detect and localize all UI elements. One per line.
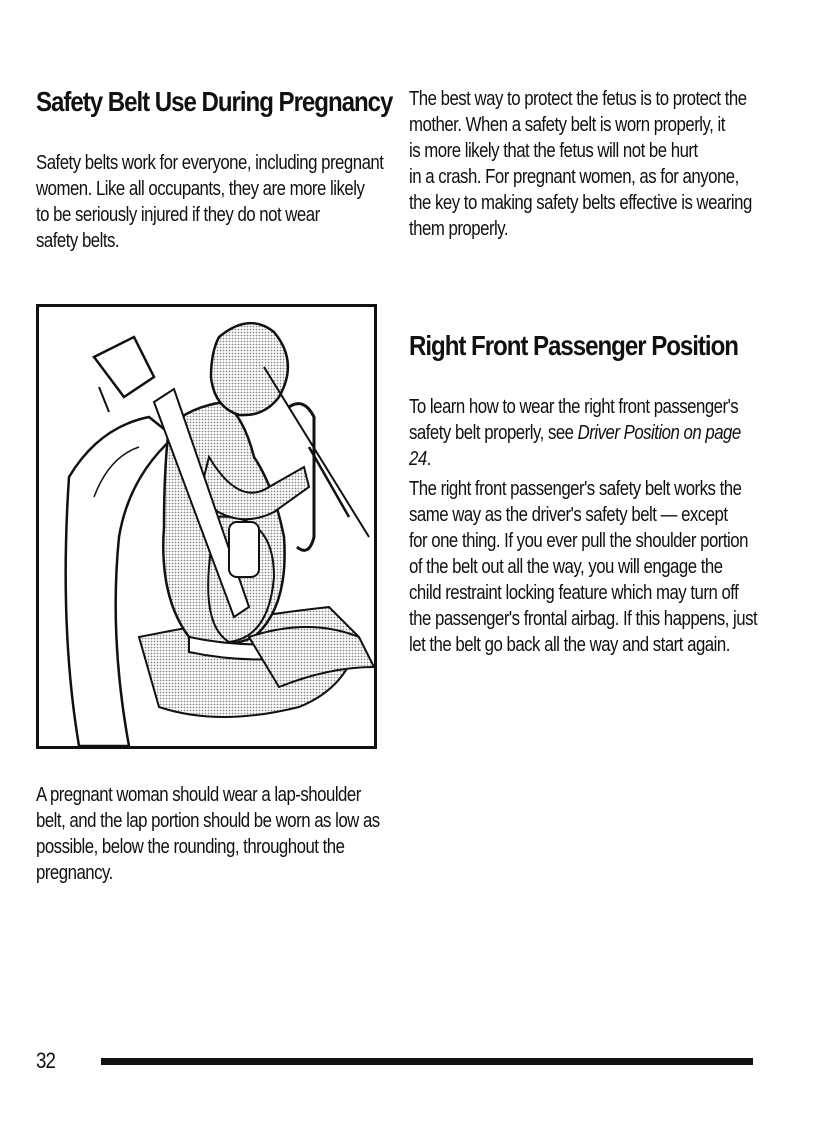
pregnancy-intro-paragraph (36, 150, 386, 254)
text-line: of the belt out all the way, you will engage the (409, 556, 723, 578)
text-line: To learn how to wear the right front passenger's (409, 396, 739, 418)
page-number: 32 (36, 1048, 56, 1073)
text-line: is more likely that the fetus will not be hurt (409, 140, 698, 162)
text-punct: . (426, 448, 431, 470)
lap-belt-paragraph (36, 782, 386, 886)
text-line: let the belt go back all the way and start again. (409, 634, 730, 656)
text-line: women. Like all occupants, they are more likely (36, 178, 365, 200)
text-line: mother. When a safety belt is worn properly, it (409, 114, 725, 136)
text-line: for one thing. If you ever pull the shoulder portion (409, 530, 748, 552)
text-line: A pregnant woman should wear a lap-shoulder (36, 784, 361, 806)
section-heading-pregnancy: Safety Belt Use During Pregnancy (36, 86, 393, 117)
text-line: safety belt properly, see (409, 422, 578, 444)
text-line: in a crash. For pregnant women, as for anyone, (409, 166, 739, 188)
text-line: The best way to protect the fetus is to protect the (409, 88, 747, 110)
text-line: child restraint locking feature which may turn off (409, 582, 739, 604)
passenger-belt-paragraph (409, 476, 769, 658)
driver-position-link[interactable]: Driver Position on page 24 (409, 422, 741, 470)
text-line: them properly. (409, 218, 509, 240)
text-line: pregnancy. (36, 862, 113, 884)
text-line: the passenger's frontal airbag. If this happens, just (409, 608, 758, 630)
text-line: same way as the driver's safety belt — except (409, 504, 728, 526)
right-heading-block (409, 330, 769, 362)
pregnancy-illustration (36, 304, 377, 749)
section-heading-passenger: Right Front Passenger Position (409, 330, 738, 361)
left-heading-block (36, 86, 393, 118)
text-line: possible, below the rounding, throughout the (36, 836, 345, 858)
pregnant-driver-seatbelt-icon (39, 307, 374, 746)
text-line: the key to making safety belts effective is wearing (409, 192, 752, 214)
footer-rule (101, 1058, 753, 1065)
text-line: belt, and the lap portion should be worn as low as (36, 810, 380, 832)
text-line: to be seriously injured if they do not wear (36, 204, 320, 226)
text-line: The right front passenger's safety belt works the (409, 478, 742, 500)
protect-fetus-paragraph (409, 86, 769, 242)
text-line: Safety belts work for everyone, including pregnant (36, 152, 384, 174)
text-line: safety belts. (36, 230, 120, 252)
passenger-intro-paragraph (409, 394, 769, 472)
